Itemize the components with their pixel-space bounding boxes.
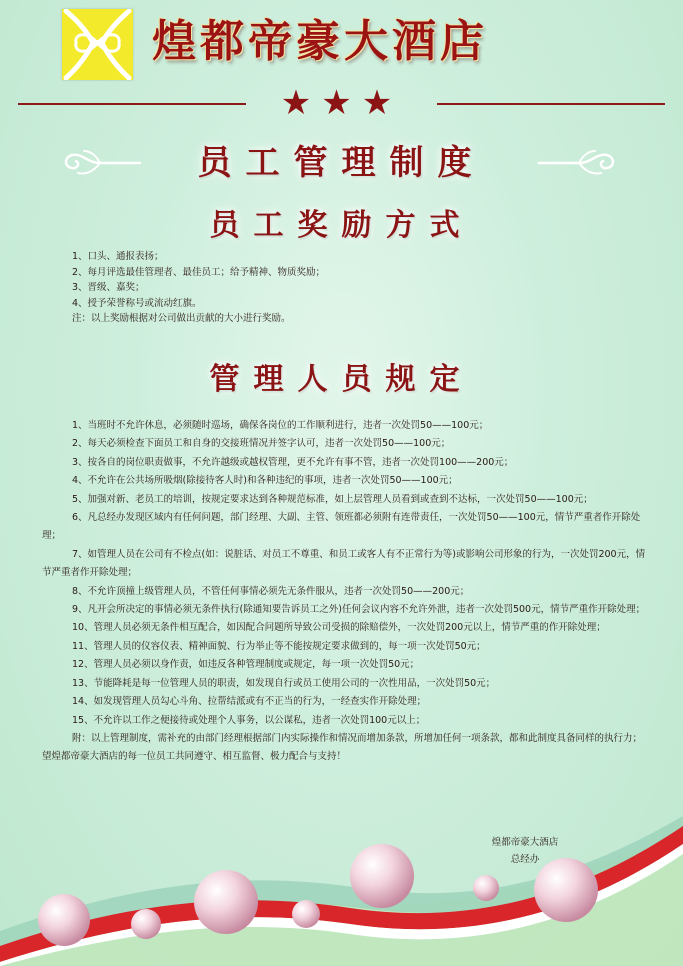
pearl-bubble xyxy=(473,875,499,901)
reward-heading: 员工奖励方式 xyxy=(209,208,474,243)
signature-company: 煌都帝豪大酒店 xyxy=(491,837,559,848)
list-item: 8、不允许顶撞上级管理人员，不管任何事情必须先无条件服从，违者一次处罚50——200元； xyxy=(72,585,470,597)
pearl-bubble xyxy=(350,844,414,908)
hotel-logo xyxy=(62,9,133,80)
list-item: 13、节能降耗是每一位管理人员的职责，如发现自行或员工使用公司的一次性用品，一次处罚50元； xyxy=(72,677,496,689)
pearl-bubble xyxy=(38,894,90,946)
list-item: 7、如管理人员在公司有不检点(如：说脏话、对员工不尊重、和员工或客人有不正常行为等)或影响公司形象的行为，一次处罚200元，情节严重者作开除处理； xyxy=(42,548,646,579)
list-item: 注：以上奖励根据对公司做出贡献的大小进行奖励。 xyxy=(72,313,291,325)
list-item: 10、管理人员必须无条件相互配合，如因配合问题所导致公司受损的除赔偿外，一次处罚200元以上，情节严重的作开除处理； xyxy=(72,622,606,634)
list-item: 附：以上管理制度，需补充的由部门经理根据部门内实际操作和情况而增加条款，所增加任何一项条款，都和此制度具备同样的执行力；望煌都帝豪大酒店的每一位员工共同遵守、相互监督、极力配合与支持！ xyxy=(42,732,643,763)
list-item: 6、凡总经办发现区域内有任何问题，部门经理、大副、主管、领班都必须附有连带责任，一次处罚50——100元，情节严重者作开除处理； xyxy=(42,512,641,542)
signature-block xyxy=(470,834,580,868)
list-item: 14、如发现管理人员勾心斗角、拉帮结派或有不正当的行为，一经查实作开除处理； xyxy=(72,696,427,708)
pearl-bubble xyxy=(131,909,161,939)
list-item: 4、授予荣誉称号或流动红旗。 xyxy=(72,297,202,309)
reward-list xyxy=(72,249,632,327)
list-item: 3、按各自的岗位职责做事，不允许越级或越权管理，更不允许有事不管，违者一次处罚100——200元； xyxy=(72,456,514,468)
main-heading: 员工管理制度 xyxy=(197,143,486,183)
signature-office: 总经办 xyxy=(510,854,540,865)
manager-rules-heading: 管理人员规定 xyxy=(209,362,474,397)
rating-stars: ★★★ xyxy=(280,83,403,123)
list-item: 2、每天必须检查下面员工和自身的交接班情况并签字认可，违者一次处罚50——100元； xyxy=(72,438,451,450)
list-item: 3、晋级、嘉奖； xyxy=(72,282,145,294)
swirl-ornament-right-icon xyxy=(537,143,619,183)
header-divider-right xyxy=(437,103,665,105)
pearl-bubble xyxy=(194,870,258,934)
list-item: 5、加强对新、老员工的培训，按规定要求达到各种规范标准，如上层管理人员看到或查到不达标，一次处罚50——100元； xyxy=(72,493,593,505)
pearl-bubble xyxy=(292,900,320,928)
list-item: 15、不允许以工作之便接待或处理个人事务，以公谋私，违者一次处罚100元以上； xyxy=(72,714,426,726)
list-item: 1、当班时不允许休息，必须随时巡场，确保各岗位的工作顺利进行，违者一次处罚50——100元； xyxy=(72,420,489,431)
header-divider-left xyxy=(18,103,246,105)
decorative-waves xyxy=(0,796,683,966)
list-item: 12、管理人员必须以身作责，如违反各种管理制度或规定，每一项一次处罚50元； xyxy=(72,659,420,671)
list-item: 4、不允许在公共场所吸烟(除接待客人时)和各种违纪的事项，违者一次处罚50——100元； xyxy=(72,475,458,487)
list-item: 11、管理人员的仪容仪表、精神面貌、行为举止等不能按规定要求做到的，每一项一次处罚50元； xyxy=(72,640,486,652)
butterfly-emblem-icon xyxy=(62,9,133,80)
manager-rules-list xyxy=(42,417,646,767)
list-item: 9、凡开会所决定的事情必须无条件执行(除通知要告诉员工之外)任何会议内容不允许外泄，违者一次处罚500元，情节严重作开除处理； xyxy=(72,604,646,616)
hotel-name-title: 煌都帝豪大酒店 xyxy=(152,16,488,67)
list-item: 1、口头、通报表扬； xyxy=(72,251,164,262)
list-item: 2、每月评选最佳管理者、最佳员工；给予精神、物质奖励； xyxy=(72,266,326,278)
